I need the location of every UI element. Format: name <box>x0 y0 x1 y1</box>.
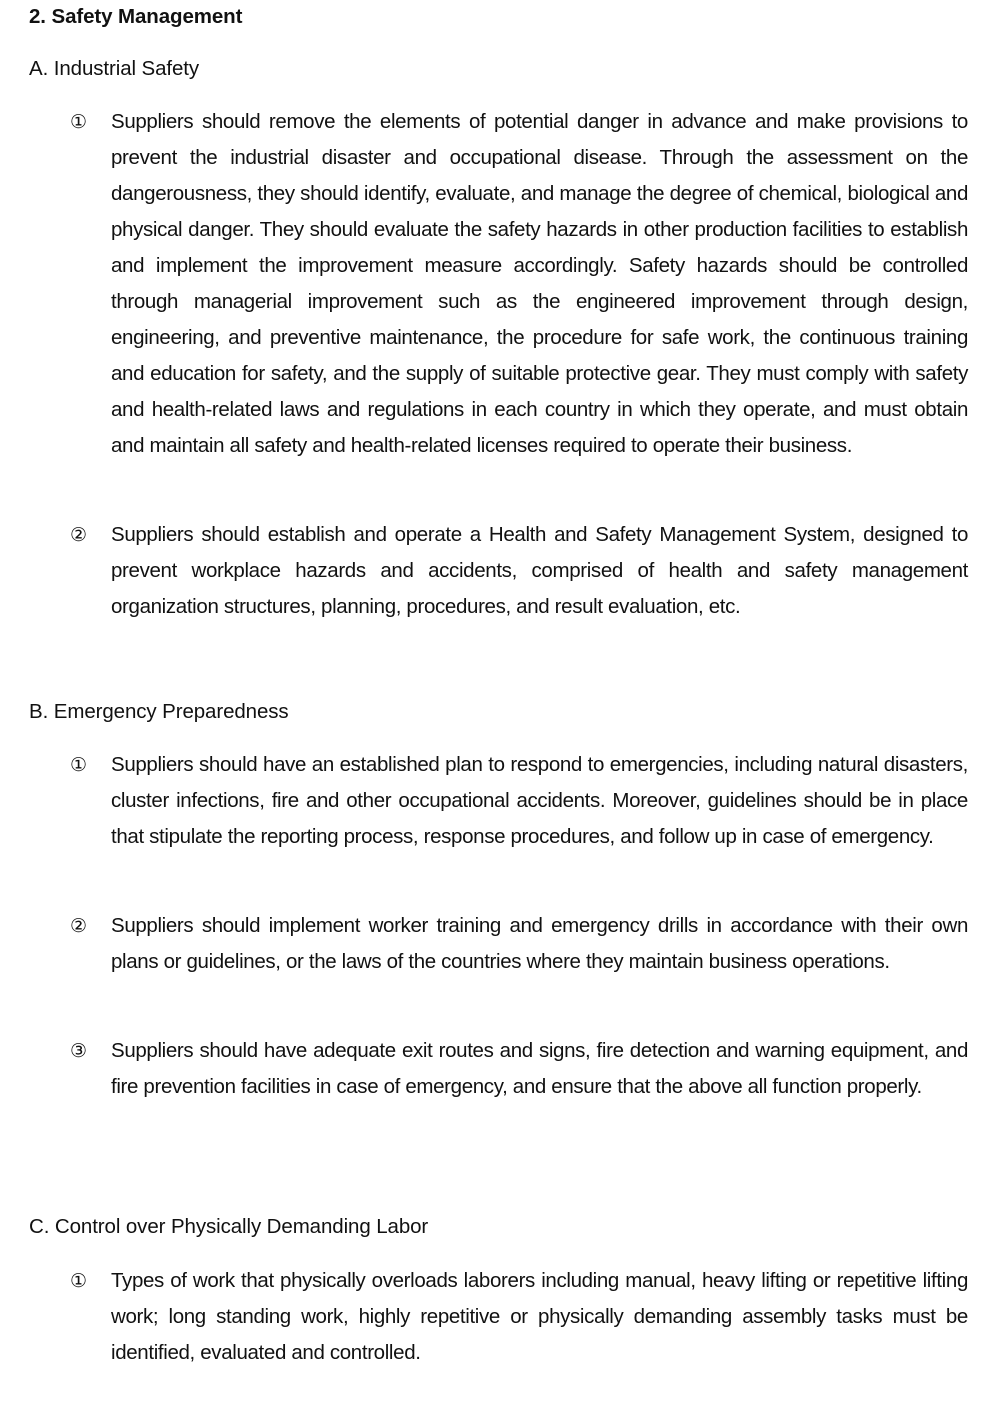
list-marker: ① <box>70 1270 88 1292</box>
list-marker: ② <box>70 524 88 546</box>
list-item <box>70 747 968 855</box>
list-item <box>70 517 968 625</box>
list-item <box>70 1033 968 1105</box>
list-marker: ③ <box>70 1040 88 1062</box>
list-item-text: Suppliers should establish and operate a Health and Safety Management System, designed to prevent workplace hazards and accidents, comprised of health and safety management organization structures, planning, procedures, and result evaluation, etc. <box>111 523 968 618</box>
list-item-text: Suppliers should implement worker training and emergency drills in accordance with their own plans or guidelines, or the laws of the countries where they maintain business operations. <box>111 914 968 973</box>
list-item <box>70 1263 968 1371</box>
list-marker: ② <box>70 915 88 937</box>
document-title: 2. Safety Management <box>29 5 243 28</box>
list-item <box>70 104 968 464</box>
section-heading-industrial-safety: A. Industrial Safety <box>29 57 200 80</box>
list-item <box>70 908 968 980</box>
list-item-text: Suppliers should remove the elements of potential danger in advance and make provisions to prevent the industrial disaster and occupational disease. Through the assessment on the dangerousness, they should identify, evaluate, and manage the degree of chemical, biological and physical danger. They should evaluate the safety hazards in other production facilities to establish and implement the improvement measure accordingly. Safety hazards should be controlled through managerial improvement such as the engineered improvement through design, engineering, and preventive maintenance, the procedure for safe work, the continuous training and education for safety, and the supply of suitable protective gear. They must comply with safety and health-related laws and regulations in each country in which they operate, and must obtain and maintain all safety and health-related licenses required to operate their business. <box>111 110 968 457</box>
section-heading-emergency-preparedness: B. Emergency Preparedness <box>29 700 289 723</box>
list-item-text: Suppliers should have an established plan to respond to emergencies, including natural disasters, cluster infections, fire and other occupational accidents. Moreover, guidelines should be in place that stipulate the reporting process, response procedures, and follow up in case of emergency. <box>111 753 968 848</box>
list-marker: ① <box>70 754 88 776</box>
list-item-text: Suppliers should have adequate exit routes and signs, fire detection and warning equipment, and fire prevention facilities in case of emergency, and ensure that the above all function properly. <box>111 1039 968 1098</box>
list-item-text: Types of work that physically overloads laborers including manual, heavy lifting or repetitive lifting work; long standing work, highly repetitive or physically demanding assembly tasks must be identified, evaluated and controlled. <box>111 1269 968 1364</box>
list-marker: ① <box>70 111 88 133</box>
section-heading-physically-demanding-labor: C. Control over Physically Demanding Labor <box>29 1215 429 1238</box>
